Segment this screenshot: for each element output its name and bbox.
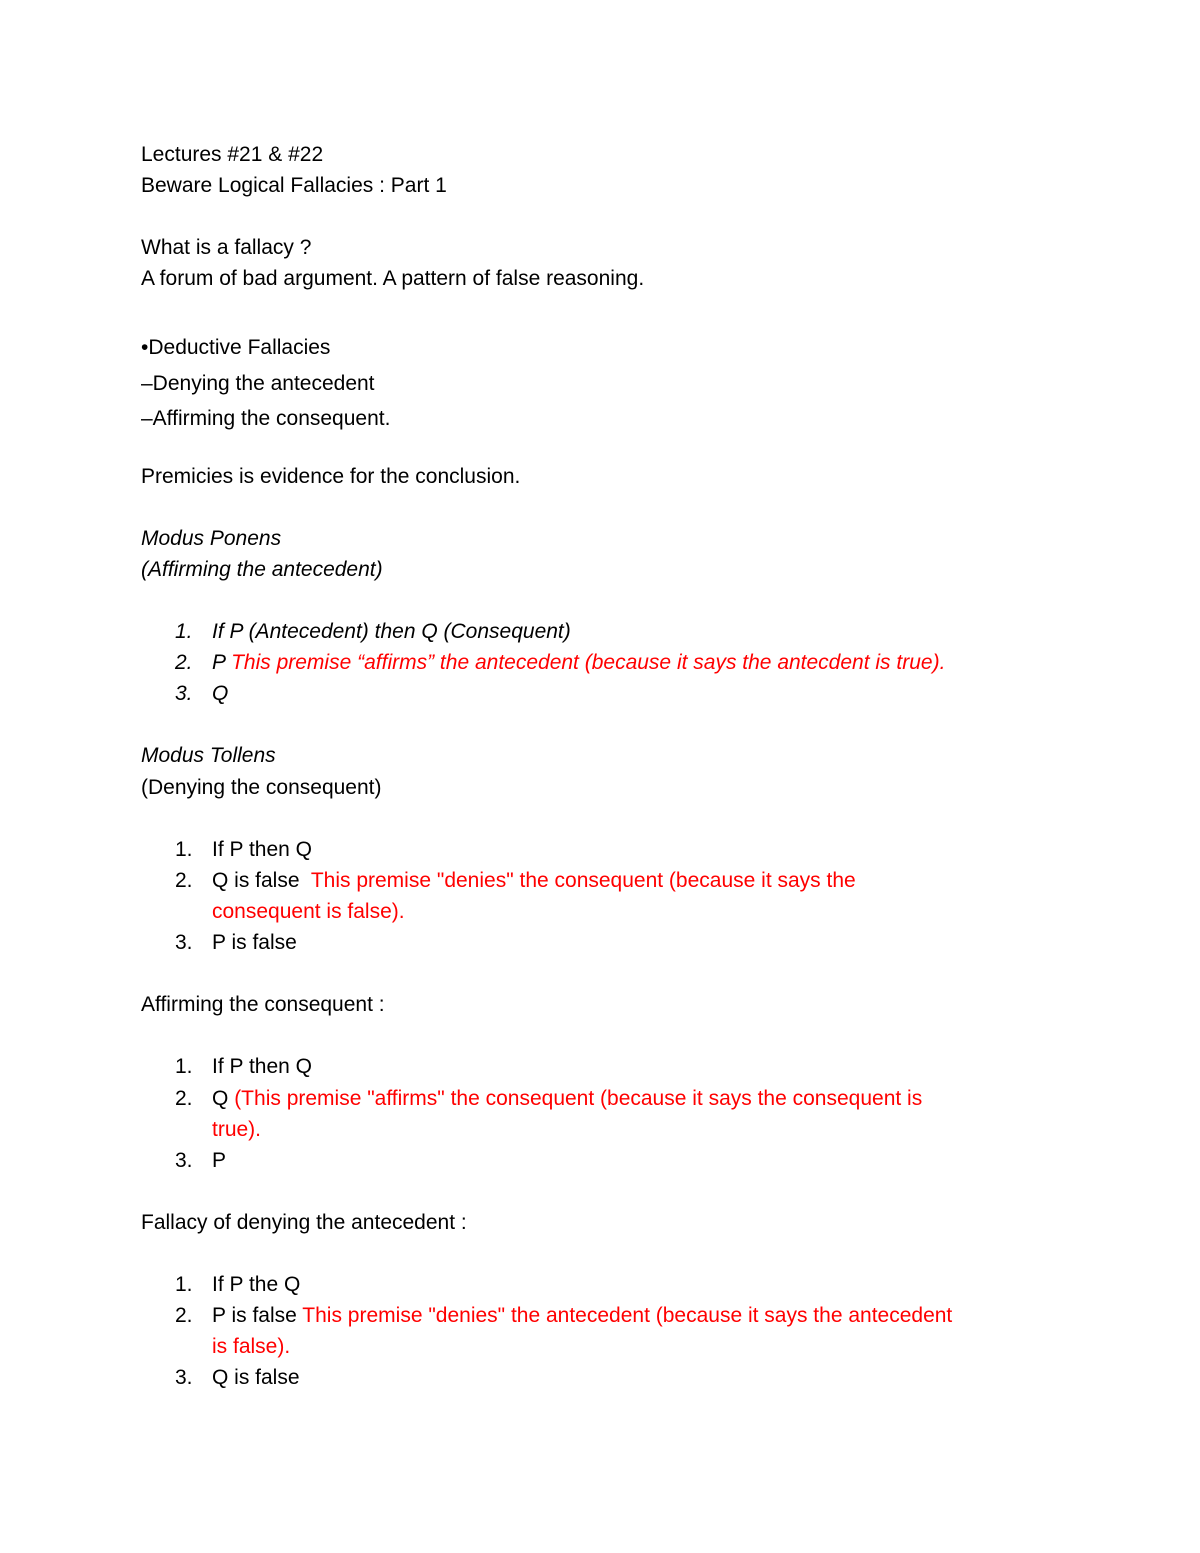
modus-ponens-subtitle: (Affirming the antecedent) bbox=[141, 558, 383, 581]
affirming-consequent-title: Affirming the consequent : bbox=[141, 993, 385, 1016]
deductive-item-affirming: –Affirming the consequent. bbox=[141, 407, 391, 430]
list-number: 1. bbox=[175, 620, 193, 643]
list-number: 2. bbox=[175, 651, 193, 674]
lecture-number: Lectures #21 & #22 bbox=[141, 143, 324, 166]
list-number: 3. bbox=[175, 682, 193, 705]
list-item bbox=[212, 869, 856, 893]
list-item: P bbox=[212, 1149, 227, 1172]
list-item: P is false bbox=[212, 931, 297, 954]
list-number: 1. bbox=[175, 1055, 193, 1078]
premise-text: P bbox=[212, 651, 226, 674]
premises-note: Premicies is evidence for the conclusion. bbox=[141, 465, 521, 488]
fallacy-definition: A forum of bad argument. A pattern of false reasoning. bbox=[141, 267, 645, 290]
deductive-heading: •Deductive Fallacies bbox=[141, 336, 331, 359]
premise-annotation: This premise "denies" the antecedent (because it says the antecedent bbox=[302, 1304, 953, 1327]
list-number: 3. bbox=[175, 1366, 193, 1389]
list-number: 1. bbox=[175, 838, 193, 861]
modus-ponens-title: Modus Ponens bbox=[141, 527, 282, 550]
premise-text: Q is false bbox=[212, 869, 300, 892]
premise-annotation: (This premise "affirms" the consequent (because it says the consequent is bbox=[234, 1087, 923, 1110]
list-number: 3. bbox=[175, 1149, 193, 1172]
list-item: If P then Q bbox=[212, 1055, 313, 1078]
list-number: 3. bbox=[175, 931, 193, 954]
denying-antecedent-title: Fallacy of denying the antecedent : bbox=[141, 1211, 467, 1234]
premise-annotation-continued: is false). bbox=[212, 1335, 291, 1358]
premise-annotation: This premise "denies" the consequent (because it says the bbox=[310, 869, 856, 892]
list-item: If P then Q bbox=[212, 838, 313, 861]
list-number: 2. bbox=[175, 1087, 193, 1110]
list-number: 2. bbox=[175, 1304, 193, 1327]
deductive-item-denying: –Denying the antecedent bbox=[141, 372, 375, 395]
list-item: If P the Q bbox=[212, 1273, 301, 1296]
lecture-title: Beware Logical Fallacies : Part 1 bbox=[141, 174, 447, 197]
premise-annotation: This premise “affirms” the antecedent (because it says the antecdent is true). bbox=[231, 651, 946, 674]
list-item: Q bbox=[212, 682, 229, 705]
fallacy-question: What is a fallacy ? bbox=[141, 236, 312, 259]
list-item: Q is false bbox=[212, 1366, 300, 1389]
list-item bbox=[212, 1087, 922, 1111]
list-item bbox=[212, 1304, 952, 1328]
list-item bbox=[212, 651, 945, 675]
modus-tollens-subtitle: (Denying the consequent) bbox=[141, 776, 382, 799]
premise-text: P is false bbox=[212, 1304, 297, 1327]
list-item: If P (Antecedent) then Q (Consequent) bbox=[212, 620, 571, 643]
premise-annotation-continued: consequent is false). bbox=[212, 900, 405, 923]
premise-annotation-continued: true). bbox=[212, 1118, 262, 1141]
list-number: 1. bbox=[175, 1273, 193, 1296]
modus-tollens-title: Modus Tollens bbox=[141, 744, 276, 767]
premise-text: Q bbox=[212, 1087, 229, 1110]
list-number: 2. bbox=[175, 869, 193, 892]
